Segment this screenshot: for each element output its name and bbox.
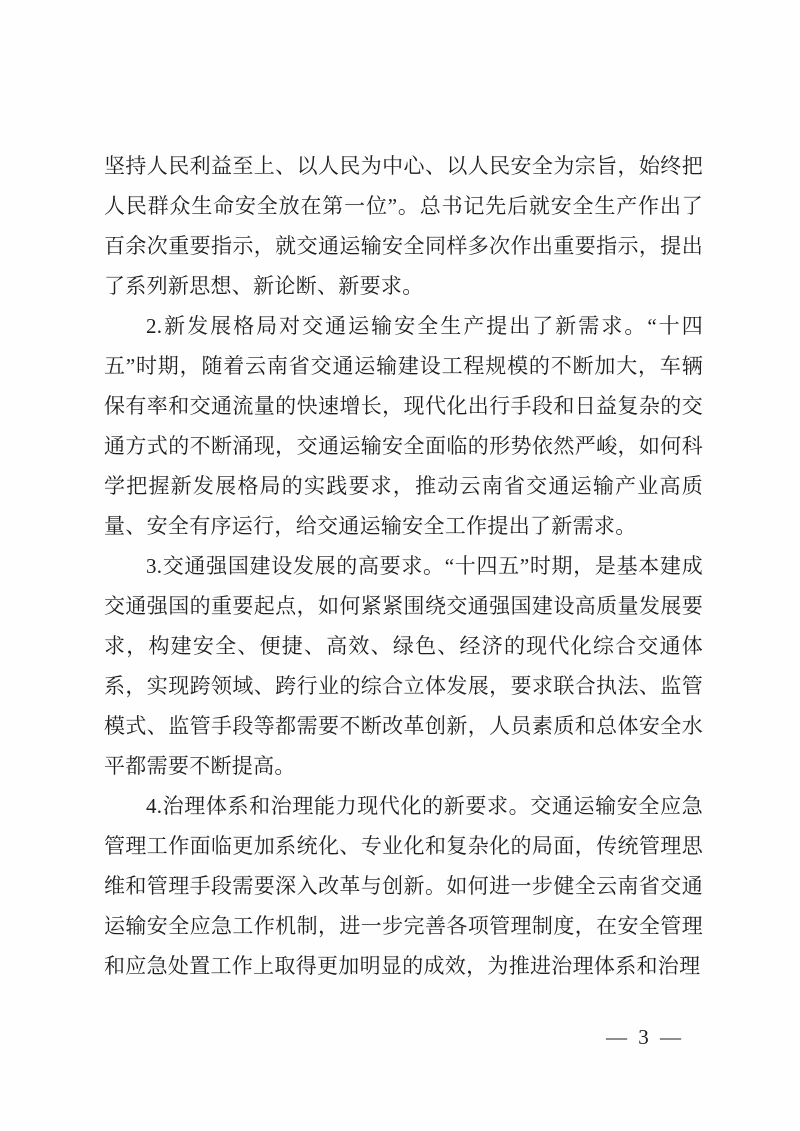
- paragraph-item-2: 2.新发展格局对交通运输安全生产提出了新需求。“十四五”时期，随着云南省交通运输建设工程规模的不断加大，车辆保有率和交通流量的快速增长，现代化出行手段和日益复杂的交通方式的不断涌现，交通运输安全面临的形势依然严峻，如何科学把握新发展格局的实践要求，推动云南省交通运输产业高质量、安全有序运行，给交通运输安全工作提出了新需求。: [104, 314, 703, 538]
- document-body: [104, 146, 703, 986]
- paragraph-item-3: 3.交通强国建设发展的高要求。“十四五”时期，是基本建成交通强国的重要起点，如何紧紧围绕交通强国建设高质量发展要求，构建安全、便捷、高效、绿色、经济的现代化综合交通体系，实现跨领域、跨行业的综合立体发展，要求联合执法、监管模式、监管手段等都需要不断改革创新，人员素质和总体安全水平都需要不断提高。: [104, 554, 703, 778]
- paragraph-item-4: 4.治理体系和治理能力现代化的新要求。交通运输安全应急管理工作面临更加系统化、专业化和复杂化的局面，传统管理思维和管理手段需要深入改革与创新。如何进一步健全云南省交通运输安全应急工作机制，进一步完善各项管理制度，在安全管理和应急处置工作上取得更加明显的成效，为推进治理体系和治理: [104, 794, 703, 978]
- page-number: — 3 —: [606, 1025, 684, 1049]
- paragraph-continuation: 坚持人民利益至上、以人民为中心、以人民安全为宗旨，始终把人民群众生命安全放在第一位”。总书记先后就安全生产作出了百余次重要指示，就交通运输安全同样多次作出重要指示，提出了系列新思想、新论断、新要求。: [104, 154, 703, 298]
